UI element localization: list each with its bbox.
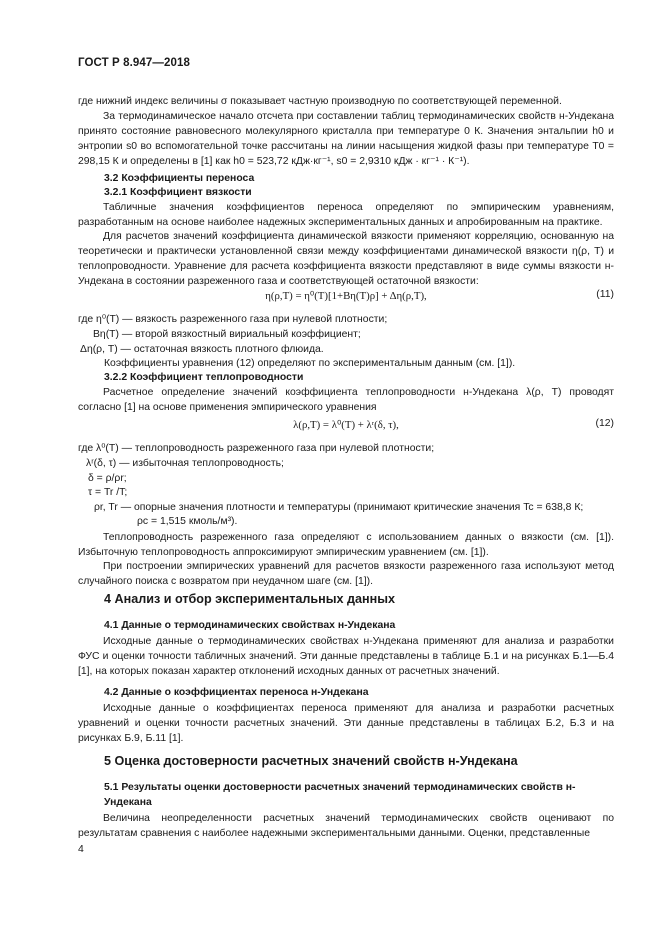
document-header: ГОСТ Р 8.947—2018: [78, 57, 190, 69]
paragraph-conductivity-data: Теплопроводность разреженного газа определяют с использованием данных о вязкости (см. [1]). Избыточную теплопроводность аппроксимируют эмпирическим уравнением (см. [1]).: [78, 532, 614, 558]
section-3-2-2-heading: 3.2.2 Коэффициент теплопроводности: [104, 372, 304, 383]
section-3-2-heading: 3.2 Коэффициенты переноса: [104, 173, 255, 184]
section-5-heading: 5 Оценка достоверности расчетных значений свойств н-Ундекана: [104, 754, 518, 768]
paragraph-random-search: При построении эмпирических уравнений для расчетов вязкости разреженного газа используют метод случайного поиска с возвратом при неудачном шаге (см. [1]).: [78, 561, 614, 587]
eq12-def-lambda-r: λʳ(δ, τ) — избыточная теплопроводность;: [86, 458, 284, 469]
paragraph-conductivity: Расчетное определение значений коэффициента теплопроводности н-Ундекана λ(ρ, T) проводят согласно [1] на основе применения эмпирического уравнения: [78, 387, 614, 413]
paragraph-viscosity-correlation: Для расчетов значений коэффициента динамической вязкости применяют корреляцию, основанную на теоретически и практически установленной связи между коэффициентами динамической вязкости η(ρ, T) и теплопроводности. Уравнение для расчета коэффициента вязкости представляют в виде суммы вязкости н-Ундекана в состоянии разреженного газа и соответствующей остаточной вязкости:: [78, 231, 614, 287]
eq12-def-critical-density: ρc = 1,515 кмоль/м³).: [137, 516, 238, 527]
equation-12-formula: λ(ρ,T) = λ⁰(T) + λʳ(δ, τ),: [293, 419, 399, 431]
paragraph-subscript-note: где нижний индекс величины σ показывает частную производную по соответствующей переменной.: [78, 96, 562, 107]
paragraph-thermodynamic-data: Исходные данные о термодинамических свойствах н-Ундекана применяют для анализа и разработки ФУС и оценки точности табличных значений. Эти данные представлены в таблице Б.1 и на рисунках Б.1—Б.4 [1], на которых показан характер отклонений исходных данных от расчетных значений.: [78, 636, 614, 677]
section-4-heading: 4 Анализ и отбор экспериментальных данных: [104, 592, 395, 606]
section-4-2-heading: 4.2 Данные о коэффициентах переноса н-Ундекана: [104, 687, 369, 698]
page-number: 4: [78, 844, 84, 855]
eq12-def-tau: τ = Tr /T;: [88, 487, 128, 498]
eq12-def-lambda0: где λ⁰(T) — теплопроводность разреженного газа при нулевой плотности;: [78, 443, 435, 454]
section-5-1-heading: 5.1 Результаты оценки достоверности расчетных значений термодинамических свойств н-Ундекана: [104, 782, 576, 808]
section-4-1-heading: 4.1 Данные о термодинамических свойствах н-Ундекана: [104, 620, 396, 631]
eq11-def-delta-eta: Δη(ρ, T) — остаточная вязкость плотного флюида.: [80, 344, 324, 355]
eq11-coefficients-note: Коэффициенты уравнения (12) определяют по экспериментальным данным (см. [1]).: [104, 358, 516, 369]
equation-11: [78, 289, 614, 305]
eq12-def-reference-values: ρr, Tr — опорные значения плотности и температуры (принимают критические значения Tc = 638,8 К;: [94, 502, 584, 513]
paragraph-reference-state: За термодинамическое начало отсчета при составлении таблиц термодинамических свойств н-Ундекана принято состояние равновесного молекулярного кристалла при температуре 0 К. Значения энтальпии h0 и энтропии s0 во вспомогательной точке рассчитаны на линии насыщения жидкой фазы при температуре T0 = 298,15 К и определены в [1] как h0 = 523,72 кДж·кг⁻¹, s0 = 2,9310 кДж · кг⁻¹ · К⁻¹).: [78, 111, 614, 167]
paragraph-transport-data: Исходные данные о коэффициентах переноса применяют для анализа и разработки расчетных уравнений и оценки точности расчетных значений. Эти данные представлены в таблицах Б.2, Б.3 и на рисунках Б.9, Б.11 [1].: [78, 703, 614, 744]
eq12-def-delta: δ = ρ/ρr;: [88, 473, 127, 484]
equation-11-formula: η(ρ,T) = η⁰(T)[1+Bη(T)ρ] + Δη(ρ,T),: [265, 290, 427, 302]
equation-11-number: (11): [596, 289, 614, 300]
paragraph-viscosity-intro: Табличные значения коэффициентов переноса определяют по эмпирическим уравнениям, разработанным на основе наиболее надежных экспериментальных данных и апробированным на практике.: [78, 202, 614, 228]
equation-12: [78, 418, 614, 434]
eq11-def-eta0: где η⁰(T) — вязкость разреженного газа при нулевой плотности;: [78, 314, 388, 325]
paragraph-uncertainty: Величина неопределенности расчетных значений термодинамических свойств оценивают по результатам сравнения с наиболее надежными экспериментальными данными. Оценки, представленные: [78, 813, 614, 839]
equation-12-number: (12): [595, 418, 614, 429]
section-3-2-1-heading: 3.2.1 Коэффициент вязкости: [104, 187, 252, 198]
eq11-def-b-eta: Bη(T) — второй вязкостный вириальный коэффициент;: [93, 329, 361, 340]
